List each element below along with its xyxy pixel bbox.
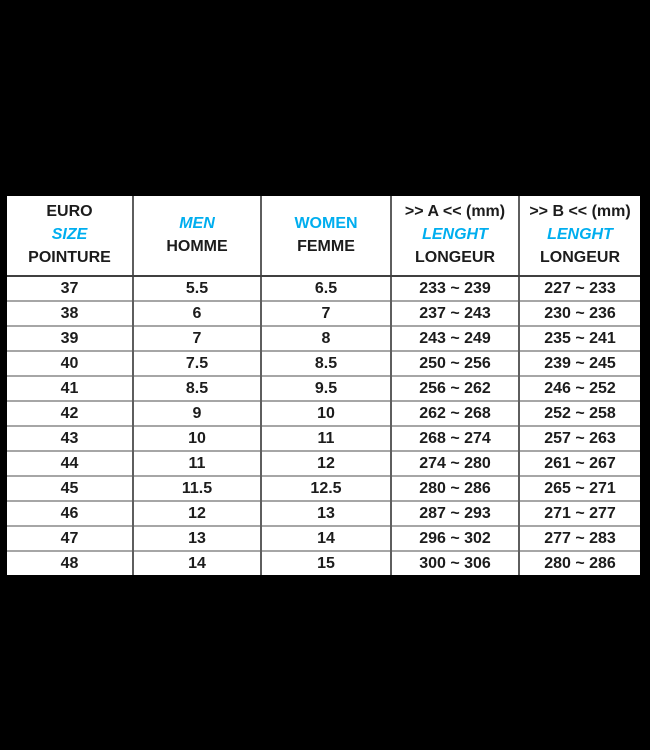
header-line-euro: EURO (46, 203, 93, 220)
table-row (7, 276, 640, 301)
table-header (7, 196, 640, 276)
table-cell: 13 (133, 526, 261, 551)
table-cell: 13 (261, 501, 391, 526)
table-cell: 230 ~ 236 (519, 301, 640, 326)
table-cell: 42 (7, 401, 133, 426)
table-cell: 11.5 (133, 476, 261, 501)
header-row (7, 196, 640, 276)
table-cell: 250 ~ 256 (391, 351, 519, 376)
table-cell: 256 ~ 262 (391, 376, 519, 401)
column-header-euro-size (7, 196, 133, 276)
table-cell: 12.5 (261, 476, 391, 501)
table-cell: 9.5 (261, 376, 391, 401)
table-row (7, 401, 640, 426)
header-line-women: WOMEN (294, 214, 358, 232)
header-line-lenght-a: LENGHT (422, 226, 488, 243)
table-cell: 37 (60, 279, 79, 297)
table-cell: 10 (133, 426, 261, 451)
table-cell: 8 (261, 326, 391, 351)
table-row (7, 351, 640, 376)
table-cell: 8.5 (261, 351, 391, 376)
header-line-pointure: POINTURE (28, 249, 111, 266)
table-cell: 287 ~ 293 (391, 501, 519, 526)
table-cell: 15 (261, 551, 391, 575)
table-cell: 277 ~ 283 (519, 526, 640, 551)
column-header-women (261, 196, 391, 276)
table-row (7, 501, 640, 526)
header-line-homme: HOMME (166, 237, 228, 255)
table-row (7, 426, 640, 451)
header-line-longeur-a: LONGEUR (415, 249, 495, 266)
shoe-size-chart (7, 196, 640, 575)
table-row (7, 301, 640, 326)
table-cell: 12 (133, 501, 261, 526)
table-cell: 252 ~ 258 (519, 401, 640, 426)
table-cell: 10 (261, 401, 391, 426)
header-line-men: MEN (179, 214, 215, 232)
table-cell: 227 ~ 233 (519, 276, 640, 301)
table-cell: 46 (7, 501, 133, 526)
table-cell: 257 ~ 263 (519, 426, 640, 451)
table-row (7, 476, 640, 501)
table-cell: 300 ~ 306 (391, 551, 519, 575)
table-cell: 12 (261, 451, 391, 476)
table-row (7, 326, 640, 351)
table-cell: 43 (7, 426, 133, 451)
header-line-size: SIZE (51, 226, 88, 243)
table-row (7, 376, 640, 401)
table-cell: 5.5 (133, 276, 261, 301)
table-body (7, 276, 640, 575)
table-cell: 48 (7, 551, 133, 575)
table-cell: 268 ~ 274 (391, 426, 519, 451)
table-cell: 7 (133, 326, 261, 351)
table-cell: 11 (261, 426, 391, 451)
table-cell: 9 (133, 401, 261, 426)
table-cell: 7.5 (133, 351, 261, 376)
table-cell: 243 ~ 249 (391, 326, 519, 351)
table-cell: 44 (7, 451, 133, 476)
header-line-lenght-b: LENGHT (547, 226, 613, 243)
table-cell: 261 ~ 267 (519, 451, 640, 476)
table-cell: 39 (7, 326, 133, 351)
table-row (7, 526, 640, 551)
table-cell: 11 (133, 451, 261, 476)
table-cell: 8.5 (133, 376, 261, 401)
table-cell: 280 ~ 286 (519, 551, 640, 575)
table-cell: 271 ~ 277 (519, 501, 640, 526)
table-cell: 40 (7, 351, 133, 376)
column-header-length-b (519, 196, 640, 276)
header-line-a-mm: >> A << (mm) (404, 203, 506, 220)
table-cell: 6 (133, 301, 261, 326)
table-cell: 274 ~ 280 (391, 451, 519, 476)
table-cell: 262 ~ 268 (391, 401, 519, 426)
column-header-men (133, 196, 261, 276)
header-line-longeur-b: LONGEUR (540, 249, 620, 266)
table-cell: 296 ~ 302 (391, 526, 519, 551)
table-cell: 47 (7, 526, 133, 551)
table-cell: 265 ~ 271 (519, 476, 640, 501)
table-row (7, 451, 640, 476)
table-cell: 6.5 (261, 276, 391, 301)
table-cell: 45 (7, 476, 133, 501)
table-cell: 280 ~ 286 (391, 476, 519, 501)
table-cell: 41 (7, 376, 133, 401)
table-row (7, 551, 640, 575)
table-cell: 7 (261, 301, 391, 326)
table-cell: 14 (261, 526, 391, 551)
header-line-b-mm: >> B << (mm) (529, 203, 631, 220)
column-header-length-a (391, 196, 519, 276)
table-cell: 235 ~ 241 (519, 326, 640, 351)
table-cell: 233 ~ 239 (391, 276, 519, 301)
table-cell: 14 (133, 551, 261, 575)
header-line-femme: FEMME (297, 237, 355, 255)
table-cell: 38 (7, 301, 133, 326)
table-cell: 246 ~ 252 (519, 376, 640, 401)
table-cell: 239 ~ 245 (519, 351, 640, 376)
table-cell: 237 ~ 243 (391, 301, 519, 326)
